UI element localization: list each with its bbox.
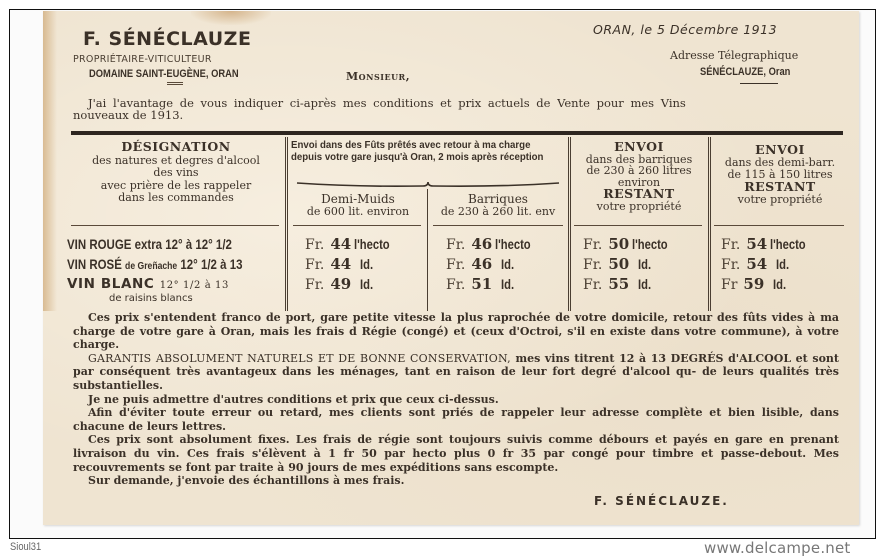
intro-line-1: J'ai l'avantage de vous indiquer ci-après mes conditions et prix actuels de Vente pour mes Vins [88,96,686,110]
column-header-barriques-restant [573,141,705,212]
price-cell [446,255,518,273]
terms-text [73,311,839,488]
price-letter-card [43,11,859,525]
wine-row-rose [67,256,242,272]
wine-variety: de Greñache [125,260,178,272]
guarantee-rest: mes vins titrent 12 à 13 DEGRÉS d'ALCOOL et sont par conséquent très avantageux dans les ménages, tant en raison de leur fort degré d'alcool qu- de leurs qualités très substantielles. [73,351,839,392]
column-header-line: votre propriété [596,199,682,213]
price-amount: 50 [608,255,630,273]
designation-header [71,141,281,205]
price-unit: Id. [773,276,787,292]
currency: Fr. [305,237,325,253]
column-header-line: votre propriété [737,193,823,206]
price-cell [305,235,399,253]
price-amount: 54 [746,255,768,273]
wine-name: VIN BLANC [67,276,155,292]
price-cell [446,235,540,253]
designation-line: dans les commandes [118,191,234,204]
column-header-title: RESTANT [603,186,675,201]
price-amount: 50 [608,235,630,253]
wine-degree: 12° 1/2 à 13 [159,280,229,291]
price-unit: l'hecto [354,236,390,252]
header-rule [433,225,563,226]
sender-name: F. SÉNÉCLAUZE [83,28,252,50]
price-unit: Id. [360,276,374,292]
designation-title: DÉSIGNATION [121,139,231,154]
price-unit: Id. [501,276,515,292]
price-unit: Id. [776,256,790,272]
wine-name: VIN ROUGE [67,236,132,252]
price-cell [583,275,655,293]
currency: Fr. [446,237,466,253]
column-divider [427,189,428,311]
column-header-title: ENVOI [614,139,664,154]
price-unit: l'hecto [632,236,668,252]
guarantee-caps: GARANTIS ABSOLUMENT NATURELS ET DE BONNE CONSERVATION, [88,351,511,365]
price-cell [305,255,377,273]
sender-title: PROPRIÉTAIRE-VITICULTEUR [73,54,212,65]
wine-degree: extra 12° à 12° 1/2 [134,236,232,252]
terms-paragraph: Je ne puis admettre d'autres conditions et prix que ceux ci-dessus. [88,392,499,406]
price-unit: l'hecto [770,236,806,252]
price-cell [583,255,655,273]
column-header-line: Barriques [468,192,528,206]
price-amount: 55 [608,275,630,293]
price-cell [721,255,793,273]
price-amount: 46 [471,235,493,253]
price-cell [305,275,377,293]
paper-stain-left [43,11,57,311]
header-rule [293,225,421,226]
futs-header: Envoi dans des Fûts prêtés avec retour à ma charge depuis votre gare jusqu'à Oran, 2 mois après réception [291,139,544,163]
column-header-barriques [429,193,567,218]
price-unit: Id. [501,256,515,272]
price-cell [721,235,815,253]
price-amount: 46 [471,255,493,273]
place-date: ORAN, le 5 Décembre 1913 [593,22,778,37]
column-header-demi-muids [291,193,425,218]
paper-stain-top [191,11,271,25]
currency: Fr. [305,257,325,273]
column-divider [568,137,571,311]
price-cell [721,275,790,293]
price-unit: Id. [638,276,652,292]
currency: Fr. [446,277,466,293]
currency: Fr [721,277,738,293]
terms-paragraph-guarantee [73,352,839,393]
terms-paragraph: Ces prix s'entendent franco de port, gare petite vitesse la plus raprochée de votre domicile, retour des fûts vides à ma charge de votre gare à Oran, mais les frais d Régie (congé) et (ceux d'Octroi, s'il en existe dans votre commune), à votre charge. [73,311,839,352]
currency: Fr. [583,237,603,253]
column-header-line: dans des barriques [585,152,693,166]
price-amount: 51 [471,275,493,293]
price-unit: Id. [360,256,374,272]
column-divider [285,137,288,311]
wine-row-blanc [67,276,229,292]
sender-domain: DOMAINE SAINT-EUGÈNE, ORAN [89,68,239,80]
wine-degree: 12° 1/2 à 13 [180,256,243,272]
column-header-title: RESTANT [744,179,816,194]
table-top-rule [71,131,843,135]
price-amount: 54 [746,235,768,253]
terms-paragraph: Afin d'éviter toute erreur ou retard, mes clients sont priés de rappeler leur adresse complète et bien lisible, dans chacune de leurs lettres. [73,406,839,433]
currency: Fr. [721,237,741,253]
column-header-line: environ [617,175,661,189]
brace-divider [295,182,561,188]
price-cell [583,235,677,253]
price-amount: 44 [330,255,352,273]
price-cell [446,275,518,293]
intro-paragraph [73,97,843,122]
designation-line: des vins [153,166,199,179]
price-amount: 44 [330,235,352,253]
column-header-line: Demi-Muids [321,192,395,206]
intro-line-2: nouveaux de 1913. [73,108,184,122]
seller-watermark: Sioul31 [10,541,42,553]
currency: Fr. [583,257,603,273]
wine-name: VIN ROSÉ [67,256,122,272]
site-watermark: www.delcampe.net [704,539,851,557]
price-amount: 59 [743,275,765,293]
signature: F. SÉNÉCLAUZE. [594,494,729,508]
header-rule [71,225,279,226]
designation-line: avec prière de les rappeler [100,178,252,192]
price-unit: Id. [638,256,652,272]
telegraph-underline [740,83,778,84]
column-header-line: dans des demi-barr. [724,156,836,169]
telegraph-address: SÉNÉCLAUZE, Oran [700,66,791,78]
column-header-line: de 115 à 150 litres [727,168,833,181]
column-header-line: de 600 lit. environ [306,204,410,218]
currency: Fr. [446,257,466,273]
column-header-line: de 230 à 260 litres [586,164,692,177]
column-divider [708,137,711,311]
price-unit: l'hecto [495,236,531,252]
header-rule [714,225,844,226]
column-header-demi-barr-restant [713,144,847,206]
terms-paragraph: Ces prix sont absolument fixes. Les frais de régie sont toujours suivis comme débours et payés en gare en prenant livraison du vin. Ces frais s'élèvent à 1 fr 50 par hecto plus 0 fr 35 par congé pour timbre et passe-debout. Mes recouvrements se font par traite à 90 jours de mes expéditions sans escompte. [73,433,839,474]
designation-line: des natures et degres d'alcool [92,153,260,167]
column-header-title: ENVOI [755,142,805,157]
telegraph-label: Adresse Télegraphique [670,49,799,62]
wine-blanc-subtitle: de raisins blancs [109,293,193,304]
currency: Fr. [721,257,741,273]
currency: Fr. [305,277,325,293]
salutation: Monsieur, [346,70,411,83]
price-amount: 49 [330,275,352,293]
ornament-divider [167,82,183,85]
column-header-line: de 230 à 260 lit. env [440,204,556,218]
currency: Fr. [583,277,603,293]
wine-row-rouge [67,236,232,252]
terms-paragraph: Sur demande, j'envoie des échantillons à mes frais. [88,474,405,488]
header-rule [574,225,702,226]
